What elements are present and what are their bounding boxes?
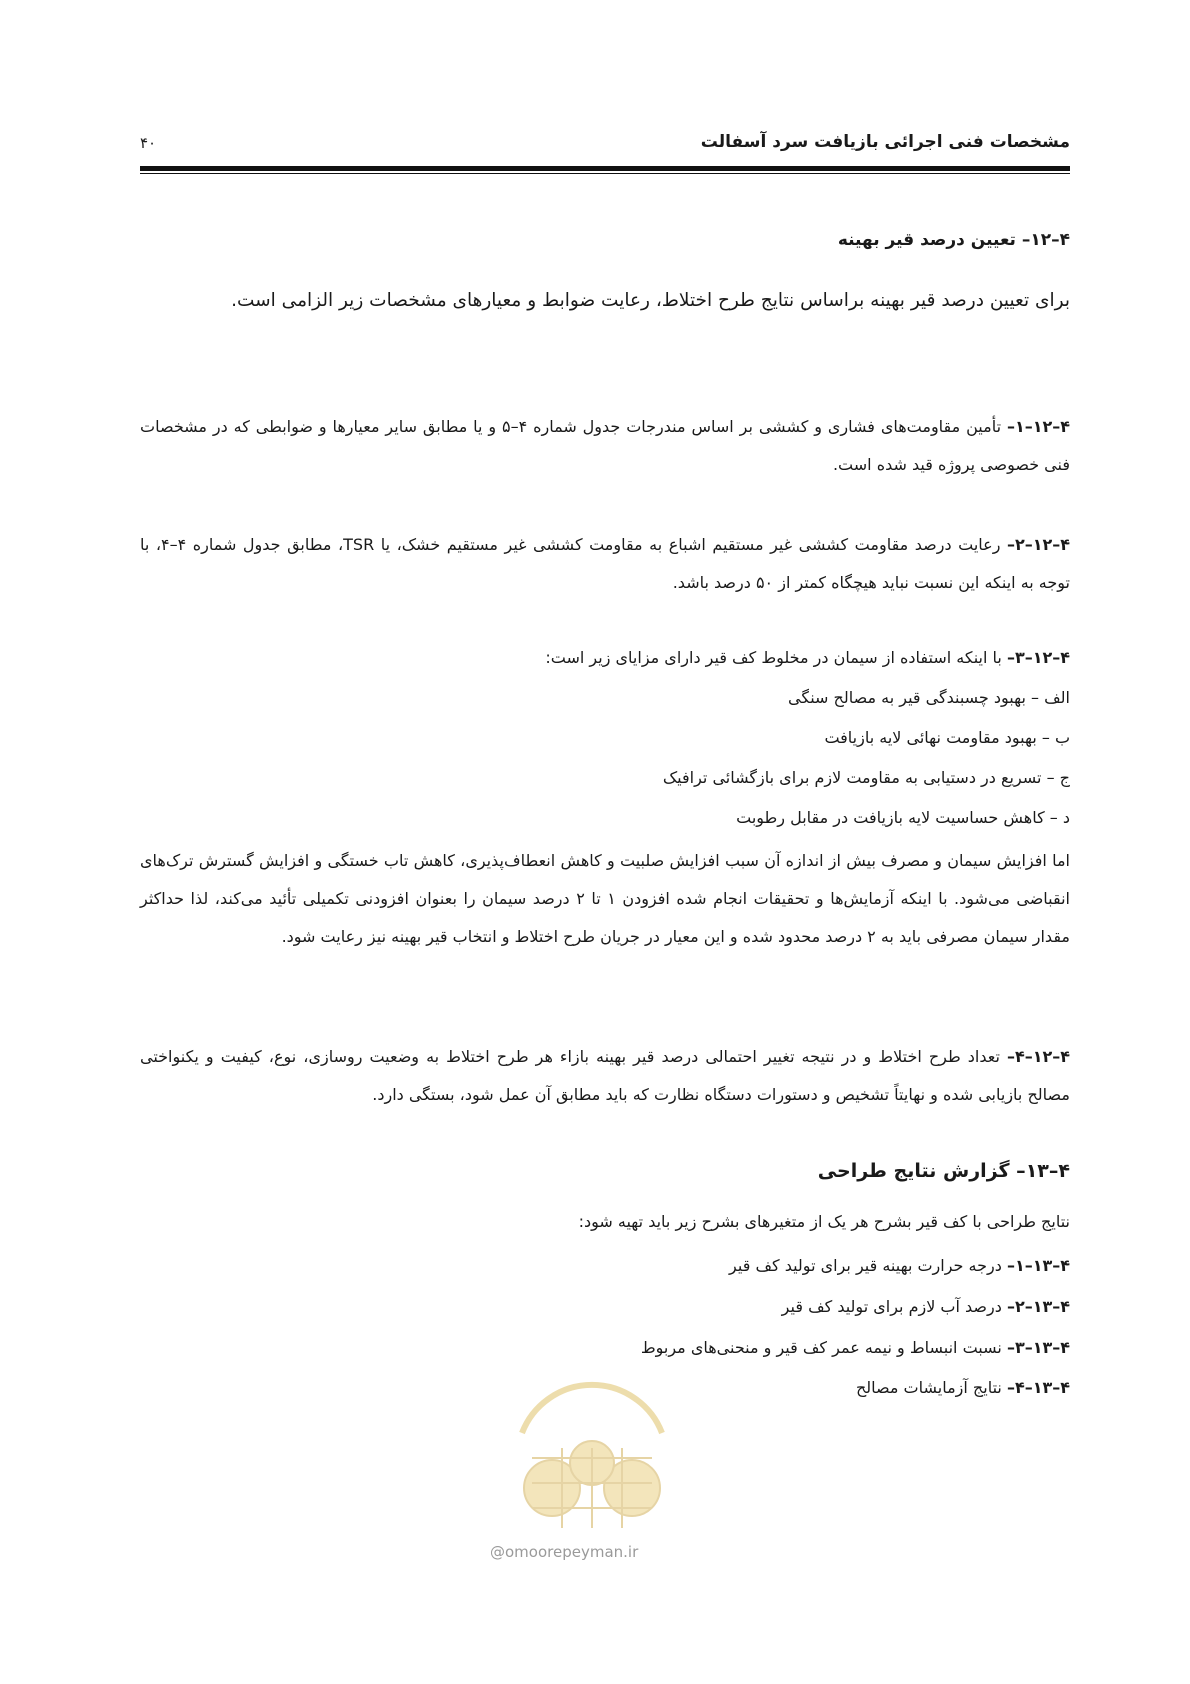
paragraph-12-1 — [140, 408, 1070, 484]
paragraph-12-2 — [140, 526, 1070, 602]
item-number: ۴–۱۳–۲– — [1006, 1297, 1070, 1316]
item-text: درصد آب لازم برای تولید کف قیر — [781, 1297, 1007, 1316]
paragraph-text: تعداد طرح اختلاط و در نتیجه تغییر احتمالی درصد قیر بهینه بازاء هر طرح اختلاط به وضعیت روسازی، نوع، کیفیت و یکنواختی مصالح بازیابی شده و نهایتاً تشخیص و دستورات دستگاه نظارت که باید مطابق آن عمل شود، بستگی دارد. — [140, 1047, 1070, 1104]
list-item: د – کاهش حساسیت لایه بازیافت در مقابل رطوبت — [736, 808, 1070, 827]
paragraph-12-3-continued: اما افزایش سیمان و مصرف بیش از اندازه آن سبب افزایش صلبیت و کاهش انعطاف‌پذیری، کاهش تاب خستگی و افزایش گسترش ترک‌های انقباضی می‌شود. با اینکه آزمایش‌ها و تحقیقات انجام شده افزودن ۱ تا ۲ درصد سیمان را بعنوان افزودنی تکمیلی تأئید می‌کند، لذا حداکثر مقدار سیمان مصرفی باید به ۲ درصد محدود شده و این معیار در جریان طرح اختلاط و انتخاب قیر بهینه نیز رعایت شود. — [140, 851, 1071, 946]
section-12-heading: ۴–۱۲– تعیین درصد قیر بهینه — [837, 230, 1070, 250]
list-item — [641, 1338, 1070, 1357]
list-item — [782, 1297, 1070, 1316]
paragraph-number: ۴–۱۲–۳– — [1006, 648, 1070, 667]
item-text: نتایج آزمایشات مصالح — [855, 1378, 1007, 1397]
header-rule — [140, 166, 1070, 171]
list-item: الف – بهبود چسبندگی قیر به مصالح سنگی — [788, 688, 1070, 707]
paragraph-text: تأمین مقاومت‌های فشاری و کششی بر اساس مندرجات جدول شماره ۴–۵ و یا مطابق سایر معیارها و ضوابطی که در مشخصات فنی خصوصی پروژه قید شده است. — [140, 417, 1070, 474]
section-13-intro: نتایج طراحی با کف قیر بشرح هر یک از متغیرهای بشرح زیر باید تهیه شود: — [578, 1212, 1070, 1231]
page-header — [140, 118, 1070, 158]
paragraph-number: ۴–۱۲–۱– — [1006, 417, 1070, 436]
item-number: ۴–۱۳–۱– — [1006, 1256, 1070, 1275]
header-title: مشخصات فنی اجرائی بازیافت سرد آسفالت — [700, 132, 1070, 152]
list-item — [856, 1378, 1070, 1397]
section-13-heading: ۴–۱۳– گزارش نتایج طراحی — [817, 1160, 1070, 1182]
watermark-site: @omoorepeyman.ir — [490, 1543, 639, 1561]
paragraph-number: ۴–۱۲–۲– — [1006, 535, 1071, 554]
paragraph-12-3 — [545, 648, 1070, 667]
item-number: ۴–۱۳–۳– — [1006, 1338, 1070, 1357]
page-number: ۴۰ — [140, 134, 157, 152]
item-text: نسبت انبساط و نیمه عمر کف قیر و منحنی‌های مربوط — [640, 1338, 1007, 1357]
list-item: ب – بهبود مقاومت نهائی لایه بازیافت — [824, 728, 1070, 747]
paragraph-text: رعایت درصد مقاومت کششی غیر مستقیم اشباع به مقاومت کششی غیر مستقیم خشک، یا TSR، مطابق جدول شماره ۴–۴، با توجه به اینکه این نسبت نباید هیچگاه کمتر از ۵۰ درصد باشد. — [140, 535, 1070, 592]
watermark-logo — [492, 1338, 692, 1543]
paragraph-text: با اینکه استفاده از سیمان در مخلوط کف قیر دارای مزایای زیر است: — [545, 648, 1007, 667]
list-item — [729, 1256, 1070, 1275]
item-number: ۴–۱۳–۴– — [1006, 1378, 1070, 1397]
item-text: درجه حرارت بهینه قیر برای تولید کف قیر — [729, 1256, 1007, 1275]
list-item: ج – تسریع در دستیابی به مقاومت لازم برای بازگشائی ترافیک — [662, 768, 1070, 787]
section-12-intro: برای تعیین درصد قیر بهینه براساس نتایج طرح اختلاط، رعایت ضوابط و معیارهای مشخصات زیر الزامی است. — [231, 290, 1070, 311]
paragraph-12-4 — [140, 1038, 1070, 1114]
paragraph-number: ۴–۱۲–۴– — [1006, 1047, 1070, 1066]
